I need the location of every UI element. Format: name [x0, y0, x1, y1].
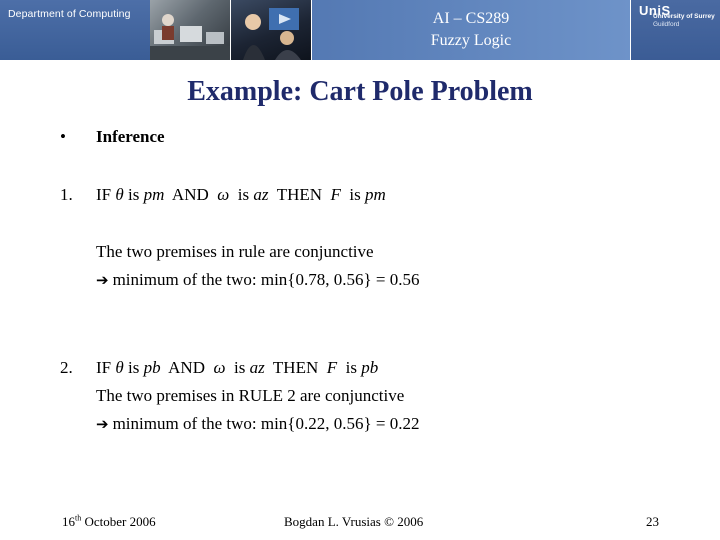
- footer-author: Bogdan L. Vrusias © 2006: [284, 514, 424, 529]
- department-panel: [0, 0, 150, 60]
- rule1-omega-set: az: [253, 185, 269, 204]
- rule2-omega-set: az: [249, 358, 265, 377]
- rule2-is-2: is: [234, 358, 246, 377]
- footer-date-suffix: th: [75, 513, 82, 523]
- rule2-force-set: pb: [361, 358, 379, 377]
- rule2-is-3: is: [345, 358, 357, 377]
- bullet-inference: Inference: [96, 127, 165, 146]
- rule2-result-line: [96, 414, 419, 434]
- rule1-result: minimum of the two: min{0.78, 0.56} = 0.56: [112, 270, 420, 289]
- rule1-theta-set: pm: [143, 185, 165, 204]
- rule1-theta: θ: [115, 185, 124, 204]
- rule1-is-1: is: [127, 185, 140, 204]
- footer-date: [62, 514, 156, 530]
- rule2-theta: θ: [115, 358, 124, 377]
- students-photo: [231, 0, 311, 60]
- rule2-and: AND: [168, 358, 205, 377]
- rule2-explanation: The two premises in RULE 2 are conjunctive: [96, 386, 405, 405]
- rule1-result-line: [96, 270, 419, 290]
- unis-logo: UniS: [639, 3, 671, 18]
- rule1-force: F: [330, 185, 341, 204]
- rule2-is-1: is: [127, 358, 140, 377]
- rule1-then: THEN: [276, 185, 323, 204]
- footer-date-rest: October 2006: [81, 514, 156, 529]
- rule1-if: IF: [96, 185, 112, 204]
- rule2-omega: ω: [213, 358, 226, 377]
- university-name: University of Surrey: [653, 13, 715, 20]
- rule1-is-2: is: [237, 185, 250, 204]
- rule2-force: F: [326, 358, 338, 377]
- rule1-explanation: The two premises in rule are conjunctive: [96, 242, 374, 261]
- rule1-omega: ω: [217, 185, 230, 204]
- rule2-statement: [96, 358, 378, 378]
- course-topic: Fuzzy Logic: [430, 32, 512, 49]
- rule2-then: THEN: [272, 358, 319, 377]
- rule1-is-3: is: [349, 185, 361, 204]
- rule1-force-set: pm: [365, 185, 386, 204]
- university-city: Guildford: [653, 21, 680, 28]
- slide-title: Example: Cart Pole Problem: [187, 76, 533, 107]
- bullet-symbol: •: [60, 127, 66, 146]
- rule1-number: 1.: [60, 185, 73, 204]
- department-label: Department of Computing: [8, 8, 131, 20]
- right-arrow-icon: ➔: [96, 415, 109, 433]
- page-number: 23: [646, 514, 659, 529]
- course-code: AI – CS289: [432, 10, 510, 27]
- rule2-result: minimum of the two: min{0.22, 0.56} = 0.22: [112, 414, 420, 433]
- right-arrow-icon: ➔: [96, 271, 109, 289]
- rule1-statement: [96, 185, 386, 205]
- rule1-and: AND: [171, 185, 209, 204]
- university-panel: [631, 0, 720, 60]
- header-banner: [0, 0, 720, 60]
- footer-date-day: 16: [62, 514, 75, 529]
- rule2-number: 2.: [60, 358, 73, 377]
- rule2-if: IF: [96, 358, 112, 377]
- rule2-theta-set: pb: [143, 358, 161, 377]
- course-banner: [312, 0, 630, 60]
- lab-photo: [150, 0, 230, 60]
